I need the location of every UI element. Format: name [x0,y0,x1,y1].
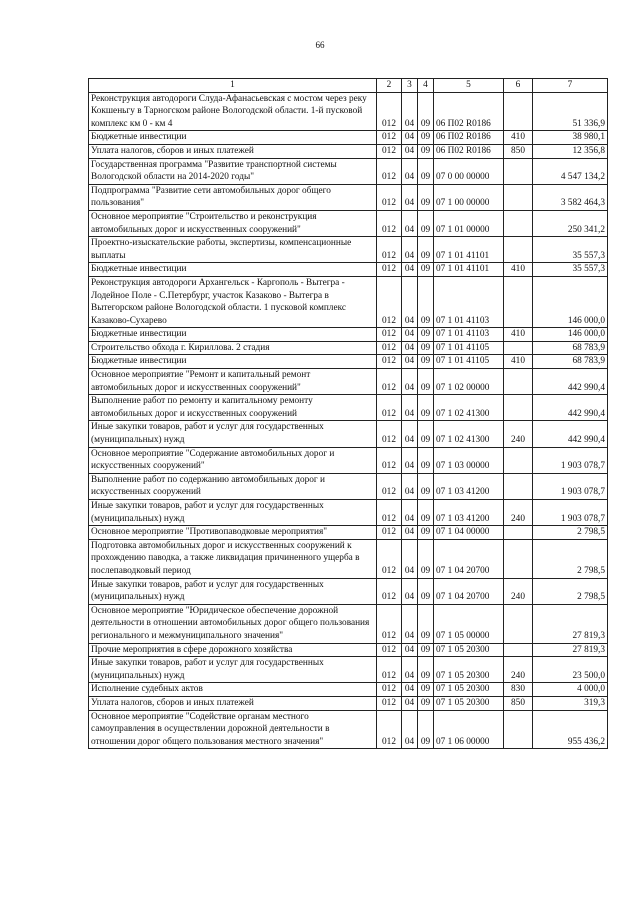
target-article-code: 07 0 00 00000 [434,158,504,184]
grbs-code: 012 [377,447,402,473]
expense-type-code [504,369,533,395]
grbs-code: 012 [377,341,402,355]
amount: 442 990,4 [533,421,608,447]
section-code: 04 [402,526,418,540]
amount: 2 798,5 [533,539,608,578]
page-number: 66 [315,40,325,50]
item-name: Иные закупки товаров, работ и услуг для государственных (муниципальных) нужд [89,657,377,683]
table-row [89,237,608,263]
target-article-code: 07 1 03 00000 [434,447,504,473]
expense-type-code: 830 [504,683,533,697]
expense-type-code [504,473,533,499]
target-article-code: 07 1 06 00000 [434,710,504,749]
section-code: 04 [402,473,418,499]
expense-type-code [504,276,533,327]
item-name: Выполнение работ по содержанию автомобильных дорог и искусственных сооружений [89,473,377,499]
expense-type-code [504,341,533,355]
section-code: 04 [402,131,418,145]
section-code: 04 [402,447,418,473]
amount: 4 000,0 [533,683,608,697]
table-body [89,92,608,749]
table-row [89,578,608,604]
amount: 442 990,4 [533,369,608,395]
section-code: 04 [402,683,418,697]
section-code: 04 [402,696,418,710]
grbs-code: 012 [377,500,402,526]
table-row [89,526,608,540]
amount: 955 436,2 [533,710,608,749]
section-code: 04 [402,710,418,749]
table-row [89,447,608,473]
amount: 2 798,5 [533,526,608,540]
item-name: Основное мероприятие "Содержание автомобильных дорог и искусственных сооружений" [89,447,377,473]
target-article-code: 07 1 02 41300 [434,421,504,447]
header-col-7: 7 [533,79,608,93]
subsection-code: 09 [418,210,434,236]
grbs-code: 012 [377,184,402,210]
table-row [89,341,608,355]
expense-type-code: 410 [504,328,533,342]
table-row [89,473,608,499]
grbs-code: 012 [377,355,402,369]
grbs-code: 012 [377,604,402,643]
amount: 146 000,0 [533,328,608,342]
target-article-code: 07 1 01 41105 [434,355,504,369]
grbs-code: 012 [377,210,402,236]
target-article-code: 07 1 02 00000 [434,369,504,395]
subsection-code: 09 [418,526,434,540]
target-article-code: 07 1 01 41101 [434,237,504,263]
item-name: Уплата налогов, сборов и иных платежей [89,144,377,158]
target-article-code: 06 П02 R0186 [434,92,504,131]
target-article-code: 07 1 01 41105 [434,341,504,355]
grbs-code: 012 [377,92,402,131]
header-col-6: 6 [504,79,533,93]
subsection-code: 09 [418,643,434,657]
subsection-code: 09 [418,421,434,447]
grbs-code: 012 [377,276,402,327]
table-row [89,696,608,710]
section-code: 04 [402,395,418,421]
subsection-code: 09 [418,158,434,184]
table-row [89,144,608,158]
item-name: Основное мероприятие "Содействие органам местного самоуправления в осуществлении дорожной деятельности в отношении дорог общего пользования местного значения" [89,710,377,749]
target-article-code: 07 1 01 41101 [434,263,504,277]
table-row [89,604,608,643]
target-article-code: 07 1 04 20700 [434,578,504,604]
grbs-code: 012 [377,131,402,145]
grbs-code: 012 [377,683,402,697]
amount: 27 819,3 [533,604,608,643]
subsection-code: 09 [418,500,434,526]
amount: 38 980,1 [533,131,608,145]
table-row [89,131,608,145]
item-name: Иные закупки товаров, работ и услуг для государственных (муниципальных) нужд [89,421,377,447]
item-name: Реконструкция автодороги Архангельск - Каргополь - Вытегра - Лодейное Поле - С.Петербург, участок Казаково - Вытегра в Вытегорском районе Вологодской области. 1 пусковой комплекс Казаково-Сухарево [89,276,377,327]
subsection-code: 09 [418,263,434,277]
expense-type-code [504,447,533,473]
target-article-code: 07 1 00 00000 [434,184,504,210]
expense-type-code: 410 [504,355,533,369]
subsection-code: 09 [418,710,434,749]
section-code: 04 [402,604,418,643]
item-name: Основное мероприятие "Противопаводковые мероприятия" [89,526,377,540]
amount: 35 557,3 [533,237,608,263]
item-name: Бюджетные инвестиции [89,263,377,277]
expense-type-code [504,92,533,131]
header-col-2: 2 [377,79,402,93]
expense-type-code [504,643,533,657]
table-row [89,92,608,131]
expense-type-code: 240 [504,578,533,604]
amount: 1 903 078,7 [533,500,608,526]
table-row [89,500,608,526]
item-name: Иные закупки товаров, работ и услуг для государственных (муниципальных) нужд [89,578,377,604]
target-article-code: 07 1 01 41103 [434,328,504,342]
item-name: Бюджетные инвестиции [89,355,377,369]
amount: 23 500,0 [533,657,608,683]
section-code: 04 [402,643,418,657]
table-row [89,657,608,683]
target-article-code: 07 1 05 20300 [434,683,504,697]
header-col-5: 5 [434,79,504,93]
grbs-code: 012 [377,526,402,540]
grbs-code: 012 [377,263,402,277]
subsection-code: 09 [418,604,434,643]
table-row [89,421,608,447]
subsection-code: 09 [418,355,434,369]
target-article-code: 07 1 03 41200 [434,473,504,499]
grbs-code: 012 [377,421,402,447]
subsection-code: 09 [418,144,434,158]
expense-type-code: 850 [504,144,533,158]
header-col-4: 4 [418,79,434,93]
table-row [89,355,608,369]
section-code: 04 [402,263,418,277]
section-code: 04 [402,578,418,604]
expense-type-code: 410 [504,131,533,145]
item-name: Проектно-изыскательские работы, экспертизы, компенсационные выплаты [89,237,377,263]
section-code: 04 [402,355,418,369]
amount: 250 341,2 [533,210,608,236]
expense-type-code: 240 [504,421,533,447]
expense-type-code [504,526,533,540]
section-code: 04 [402,421,418,447]
subsection-code: 09 [418,328,434,342]
table-row [89,210,608,236]
item-name: Основное мероприятие "Юридическое обеспечение дорожной деятельности в отношении автомобильных дорог общего пользования регионального и межмуниципального значения" [89,604,377,643]
amount: 319,3 [533,696,608,710]
grbs-code: 012 [377,473,402,499]
grbs-code: 012 [377,539,402,578]
header-row [89,79,608,93]
amount: 442 990,4 [533,395,608,421]
subsection-code: 09 [418,683,434,697]
table-row [89,276,608,327]
target-article-code: 06 П02 R0186 [434,131,504,145]
item-name: Основное мероприятие "Строительство и реконструкция автомобильных дорог и искусственных сооружений" [89,210,377,236]
expense-type-code: 240 [504,657,533,683]
section-code: 04 [402,158,418,184]
item-name: Бюджетные инвестиции [89,131,377,145]
subsection-code: 09 [418,473,434,499]
subsection-code: 09 [418,395,434,421]
grbs-code: 012 [377,158,402,184]
table-row [89,263,608,277]
item-name: Реконструкция автодороги Слуда-Афанасьевская с мостом через реку Кокшеньгу в Тарногском районе Вологодской области. 1-й пусковой комплекс км 0 - км 4 [89,92,377,131]
target-article-code: 06 П02 R0186 [434,144,504,158]
amount: 35 557,3 [533,263,608,277]
table-row [89,395,608,421]
item-name: Уплата налогов, сборов и иных платежей [89,696,377,710]
subsection-code: 09 [418,369,434,395]
table-row [89,710,608,749]
item-name: Исполнение судебных актов [89,683,377,697]
section-code: 04 [402,328,418,342]
amount: 68 783,9 [533,341,608,355]
expense-type-code [504,237,533,263]
header-col-1: 1 [89,79,377,93]
subsection-code: 09 [418,657,434,683]
expense-type-code [504,184,533,210]
subsection-code: 09 [418,237,434,263]
amount: 51 336,9 [533,92,608,131]
target-article-code: 07 1 02 41300 [434,395,504,421]
amount: 12 356,8 [533,144,608,158]
expense-type-code [504,210,533,236]
budget-table [88,78,608,749]
target-article-code: 07 1 01 41103 [434,276,504,327]
expense-type-code [504,539,533,578]
section-code: 04 [402,92,418,131]
item-name: Государственная программа "Развитие транспортной системы Вологодской области на 2014-2020 годы" [89,158,377,184]
amount: 2 798,5 [533,578,608,604]
table-row [89,539,608,578]
amount: 4 547 134,2 [533,158,608,184]
item-name: Прочие мероприятия в сфере дорожного хозяйства [89,643,377,657]
expense-type-code: 850 [504,696,533,710]
section-code: 04 [402,184,418,210]
grbs-code: 012 [377,328,402,342]
expense-type-code [504,604,533,643]
expense-type-code: 240 [504,500,533,526]
table-row [89,158,608,184]
target-article-code: 07 1 03 41200 [434,500,504,526]
section-code: 04 [402,210,418,236]
table-row [89,369,608,395]
grbs-code: 012 [377,710,402,749]
subsection-code: 09 [418,447,434,473]
grbs-code: 012 [377,395,402,421]
grbs-code: 012 [377,657,402,683]
target-article-code: 07 1 04 00000 [434,526,504,540]
grbs-code: 012 [377,578,402,604]
subsection-code: 09 [418,341,434,355]
item-name: Бюджетные инвестиции [89,328,377,342]
item-name: Подготовка автомобильных дорог и искусственных сооружений к прохождению паводка, а также ликвидация причиненного ущерба в послепаводковый период [89,539,377,578]
item-name: Основное мероприятие "Ремонт и капитальный ремонт автомобильных дорог и искусственных сооружений" [89,369,377,395]
expense-type-code [504,395,533,421]
item-name: Подпрограмма "Развитие сети автомобильных дорог общего пользования" [89,184,377,210]
subsection-code: 09 [418,184,434,210]
target-article-code: 07 1 01 00000 [434,210,504,236]
subsection-code: 09 [418,696,434,710]
table-row [89,184,608,210]
subsection-code: 09 [418,276,434,327]
target-article-code: 07 1 05 20300 [434,696,504,710]
table-row [89,683,608,697]
expense-type-code [504,158,533,184]
item-name: Выполнение работ по ремонту и капитальному ремонту автомобильных дорог и искусственных сооружений [89,395,377,421]
section-code: 04 [402,276,418,327]
table-row [89,643,608,657]
section-code: 04 [402,539,418,578]
subsection-code: 09 [418,539,434,578]
grbs-code: 012 [377,144,402,158]
target-article-code: 07 1 05 20300 [434,657,504,683]
section-code: 04 [402,500,418,526]
grbs-code: 012 [377,369,402,395]
amount: 27 819,3 [533,643,608,657]
subsection-code: 09 [418,131,434,145]
amount: 68 783,9 [533,355,608,369]
expense-type-code [504,710,533,749]
amount: 3 582 464,3 [533,184,608,210]
section-code: 04 [402,369,418,395]
grbs-code: 012 [377,237,402,263]
section-code: 04 [402,657,418,683]
expense-type-code: 410 [504,263,533,277]
section-code: 04 [402,341,418,355]
section-code: 04 [402,237,418,263]
table-row [89,328,608,342]
target-article-code: 07 1 05 00000 [434,604,504,643]
amount: 1 903 078,7 [533,447,608,473]
grbs-code: 012 [377,643,402,657]
amount: 1 903 078,7 [533,473,608,499]
section-code: 04 [402,144,418,158]
item-name: Строительство обхода г. Кириллова. 2 стадия [89,341,377,355]
subsection-code: 09 [418,578,434,604]
target-article-code: 07 1 04 20700 [434,539,504,578]
item-name: Иные закупки товаров, работ и услуг для государственных (муниципальных) нужд [89,500,377,526]
target-article-code: 07 1 05 20300 [434,643,504,657]
grbs-code: 012 [377,696,402,710]
amount: 146 000,0 [533,276,608,327]
subsection-code: 09 [418,92,434,131]
header-col-3: 3 [402,79,418,93]
